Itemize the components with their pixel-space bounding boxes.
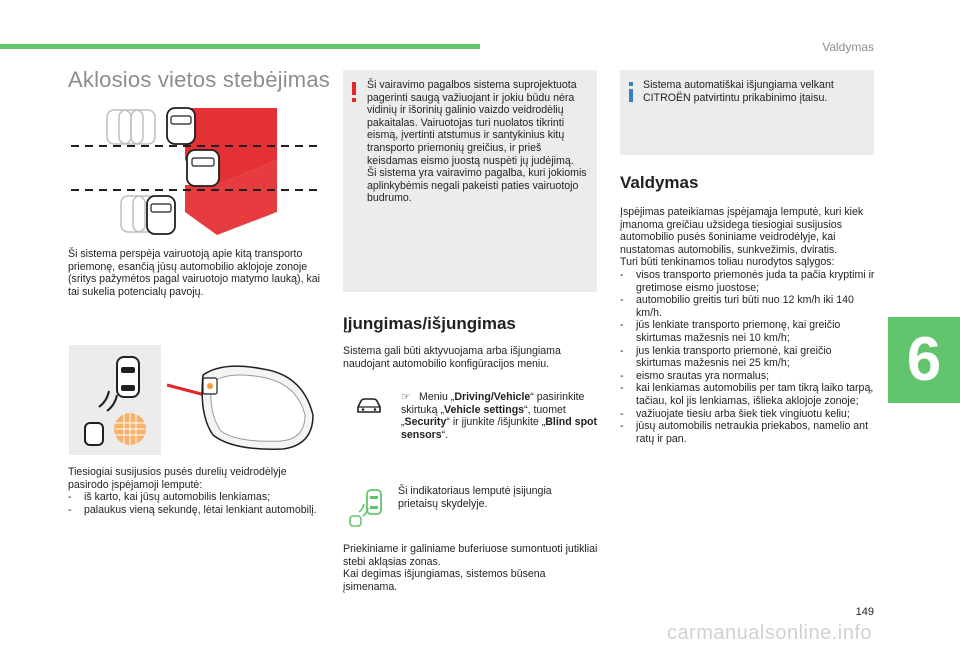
lamp-description [68, 466, 324, 516]
blind-spot-zones-illustration [67, 100, 321, 238]
activation-intro: Sistema gali būti aktyvuojama arba išjungiama naudojant automobilio konfigūracijos meniu. [343, 345, 561, 370]
section-heading-activation: Įjungimas/išjungimas [343, 314, 516, 333]
menu-security: Security [404, 416, 447, 429]
page-title: Aklosios vietos stebėjimas [68, 67, 330, 92]
watermark: carmanualsonline.info [666, 622, 872, 644]
info-text: Sistema automatiškai išjungiama velkant CITROËN patvirtintu prikabinimo įtaisu. [643, 79, 834, 104]
header-accent-bar [0, 44, 480, 49]
car-icon-small [85, 423, 103, 445]
section-name: Valdymas [822, 40, 874, 54]
intro-paragraph: Ši sistema perspėja vairuotoją apie kitą transporto priemonę, esančią jūsų automobilio aklojoje zonoje (sritys pažymėtos pagal vairuotojo matymo lauką), kai tai sukelia potencialų pavojų. [68, 248, 320, 298]
car-menu-icon [355, 397, 383, 415]
info-box [620, 70, 874, 155]
list-item: - jūs lenkiate transporto priemonę, kai greičio skirtumas mažesnis nei 10 km/h; [620, 319, 878, 344]
lamp-intro: Tiesiogiai susijusios pusės durelių veidrodėlyje pasirodo įspėjamoji lemputė: [68, 466, 287, 491]
own-car [187, 150, 219, 186]
warning-box [343, 70, 597, 292]
operation-text [620, 206, 878, 445]
section-heading-operation: Valdymas [620, 173, 699, 192]
conditions-list [620, 269, 878, 445]
warning-exclamation-icon [351, 82, 357, 102]
menu-vehicle-settings: Vehicle settings [443, 403, 525, 416]
sensors-text: Priekiniame ir galiniame buferiuose sumontuoti jutikliai stebi akląsias zonas. Kai degimas išjungiamas, sistemos būsena įsimenama. [343, 543, 598, 593]
list-item: - jūsų automobilis netraukia priekabos, namelio ant ratų ir pan. [620, 420, 878, 445]
list-item: - kai lenkiamas automobilis per tam tikrą laiko tarpą, tačiau, kol jis lenkiamas, išlieka aklojoje zonoje; [620, 382, 878, 407]
list-item: - eismo srautas yra normalus; [620, 370, 878, 383]
indicator-lamp-illustration [69, 345, 161, 455]
operation-intro: Įspėjimas pateikiamas įspėjamąja lemputė, kuri kiek įmanoma greičiau užsidega tiesiogiai susijusios automobilio pusės šoniniame veidrodėlyje, kai nustatomas automobilis, sunkvežimis, dviratis. Turi būti tenkinamos toliau nurodytos sąlygos: [620, 206, 864, 269]
chapter-tab: 6 [888, 317, 960, 403]
list-item: - palaukus vieną sekundę, lėtai lenkiant automobilį. [68, 504, 324, 517]
info-icon [628, 82, 634, 102]
list-item: - važiuojate tiesiu arba šiek tiek vingiuotu keliu; [620, 408, 878, 421]
page-number: 149 [855, 606, 874, 618]
car-bottom-lane [147, 196, 175, 234]
list-item: - iš karto, kai jūsų automobilis lenkiamas; [68, 491, 324, 504]
car-top-lane [167, 108, 195, 144]
lamp-list [68, 491, 324, 516]
warning-text: Ši vairavimo pagalbos sistema suprojektuota pagerinti saugą važiuojant ir jokiu būdu nėra vidinių ir išorinių galinio vaizdo veidrodėlių pakaitalas. Vairuotojas turi nuolatos tikrinti eismą, įvertinti atstumus ir santykinius kitų transporto priemonių greičius, ir prieš keisdamas eismo juostą nuspėti jų judėjimą. Ši sistema yra vairavimo pagalba, kuri jokiomis aplinkybėmis negali pakeisti paties vairuotojo budrumo. [367, 79, 587, 205]
bullet-arrow-icon: ☞ [401, 391, 411, 403]
menu-blind-spot-sensors: Blind spot sensors [401, 416, 598, 441]
menu-step: ☞ Meniu „Driving/Vehicle“ pasirinkite skirtuką „Vehicle settings“, tuomet „Security“ ir įjunkite /išjunkite „Blind spot sensors“. [401, 391, 598, 441]
list-item: - automobilio greitis turi būti nuo 12 km/h iki 140 km/h. [620, 294, 878, 319]
mirror-illustration [163, 345, 323, 455]
list-item: - visos transporto priemonės juda ta pačia kryptimi ir gretimose eismo juostose; [620, 269, 878, 294]
menu-driving-vehicle: Driving/Vehicle [454, 391, 531, 403]
list-item: - jus lenkia transporto priemonė, kai greičio skirtumas mažesnis nei 25 km/h; [620, 345, 878, 370]
indicator-text: Ši indikatoriaus lemputė įsijungia prietaisų skydelyje. [398, 485, 552, 510]
blind-spot-indicator-icon [347, 488, 385, 528]
